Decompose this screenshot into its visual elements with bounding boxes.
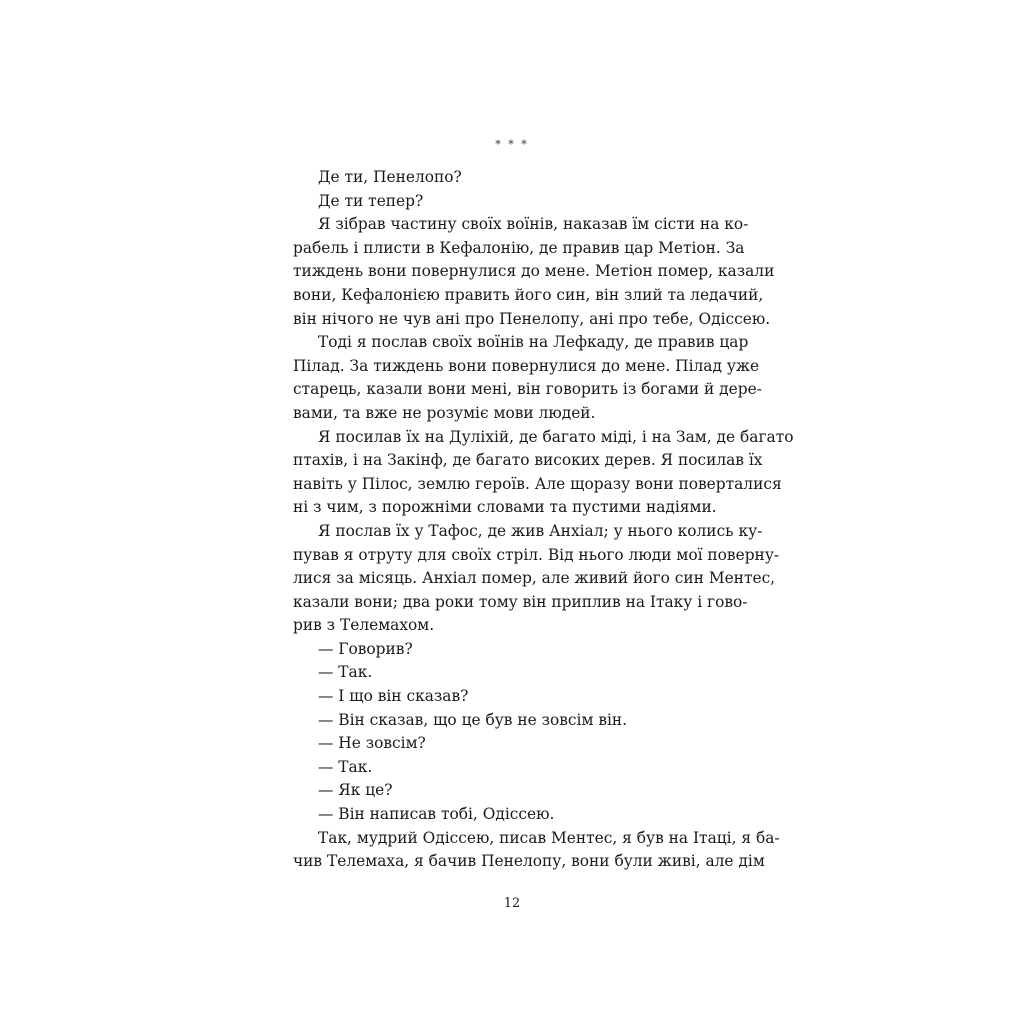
text-line: Я посилав їх на Дуліхій, де багато міді, і на Зам, де багато [318,427,794,446]
text-line: він нічого не чув ані про Пенелопу, ані про тебе, Одіссею. [293,309,771,328]
text-line: птахів, і на Закінф, де багато високих дерев. Я посилав їх [293,451,763,470]
text-line: Де ти, Пенелопо? [318,168,462,186]
text-line: — Він сказав, що це був не зовсім він. [318,710,628,729]
text-line: Пілад. За тиждень вони повернулися до мене. Пілад уже [293,356,760,375]
text-line: навіть у Пілос, землю героїв. Але щоразу вони поверталися [293,474,782,493]
text-line: — Так. [318,757,373,776]
text-line: казали вони; два роки тому він приплив на Ітаку і гово- [293,592,748,611]
text-line: лися за місяць. Анхіал помер, але живий його син Ментес, [293,569,776,588]
text-line: вони, Кефалонією править його син, він злий та ледачий, [293,285,764,304]
text-line: Так, мудрий Одіссею, писав Ментес, я був на Ітаці, я ба- [318,828,780,847]
text-line: чив Телемаха, я бачив Пенелопу, вони були живі, але дім [293,852,765,871]
body-text [293,166,794,874]
text-line: — І що він сказав? [318,687,469,706]
text-line: Тоді я послав своїх воїнів на Лефкаду, де правив цар [318,333,749,352]
page-number: 12 [503,896,521,911]
text-line: — Як це? [318,781,393,800]
text-line: старець, казали вони мені, він говорить із богами й дере- [293,380,762,399]
text-line: Де ти тепер? [318,191,424,210]
section-separator: * * * [495,138,529,151]
text-line: тиждень вони повернулися до мене. Метіон помер, казали [293,262,775,281]
text-line: ні з чим, з порожніми словами та пустими надіями. [293,498,717,517]
text-line: рабель і плисти в Кефалонію, де правив цар Метіон. За [293,238,745,257]
text-line: — Не зовсім? [318,734,426,753]
text-line: — Говорив? [318,639,413,658]
text-line: рив з Телемахом. [293,616,435,635]
text-line: Я послав їх у Тафос, де жив Анхіал; у нього колись ку- [318,521,763,540]
text-line: — Так. [318,663,373,682]
text-line: пував я отруту для своїх стріл. Від нього люди мої поверну- [293,545,780,564]
text-line: Я зібрав частину своїх воїнів, наказав їм сісти на ко- [318,215,749,234]
text-line: — Він написав тобі, Одіссею. [318,805,555,824]
text-line: вами, та вже не розуміє мови людей. [293,403,596,422]
